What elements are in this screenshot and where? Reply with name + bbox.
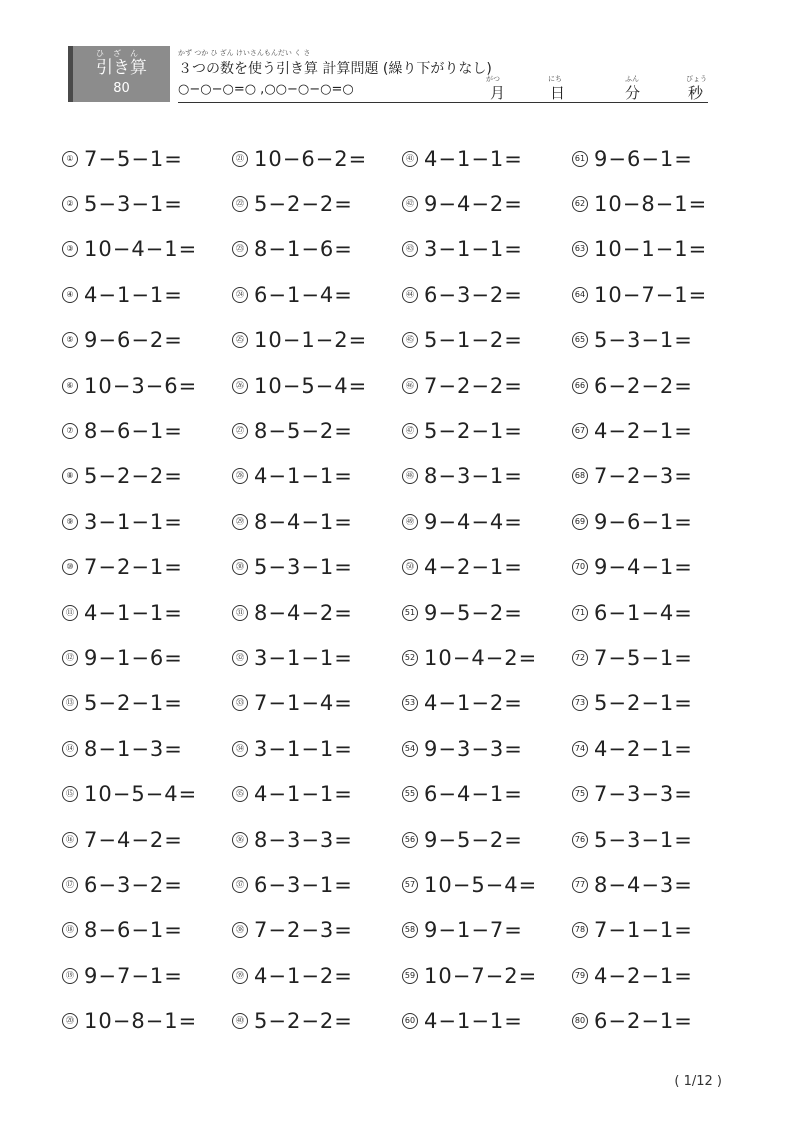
problem-expression: 3−1−1= [254,645,353,670]
worksheet-title: ３つの数を使う引き算 計算問題 (繰り下がりなし) [178,61,492,77]
problem-expression: 6−3−2= [424,282,523,307]
problem-expression: 10−1−2= [254,328,368,353]
problem-expression: 8−3−1= [424,464,523,489]
problem-number: 78 [572,922,588,938]
problem-number: 74 [572,741,588,757]
problem-expression: 5−2−2= [254,1009,353,1034]
problem-number: ㉝ [232,695,248,711]
problem-expression: 8−1−3= [84,736,183,761]
problem-number: 51 [402,605,418,621]
problem-item [62,454,232,499]
problem-number: ㊸ [402,241,418,257]
problem-number: ㊹ [402,287,418,303]
problem-number: ㉔ [232,287,248,303]
problem-number: ⑭ [62,741,78,757]
problem-number: ㊺ [402,332,418,348]
problem-item [232,318,402,363]
problem-number: ⑩ [62,559,78,575]
problem-item [232,545,402,590]
problem-number: ㉒ [232,196,248,212]
problem-number: ⑬ [62,695,78,711]
problem-item [232,227,402,272]
problem-item [62,408,232,453]
problem-number: 52 [402,650,418,666]
problem-number: ㉕ [232,332,248,348]
problem-number: 59 [402,968,418,984]
problem-expression: 6−3−1= [254,872,353,897]
problem-number: ㊼ [402,423,418,439]
problem-expression: 8−4−1= [254,509,353,534]
problem-item [62,363,232,408]
problem-expression: 8−6−1= [84,918,183,943]
header-info [178,46,708,103]
problem-expression: 5−1−2= [424,328,523,353]
problem-expression: 5−2−1= [84,691,183,716]
problem-item [402,590,572,635]
problem-item [402,681,572,726]
problem-expression: 10−3−6= [84,373,198,398]
problem-item [232,771,402,816]
second-ruby: びょう [686,75,707,83]
problem-item [62,318,232,363]
problem-number: ⑱ [62,922,78,938]
problem-expression: 9−3−3= [424,736,523,761]
problem-number: ㊷ [402,196,418,212]
problem-expression: 3−1−1= [424,237,523,262]
problem-expression: 6−1−4= [594,600,693,625]
problem-expression: 7−5−1= [84,146,183,171]
problem-number: 75 [572,786,588,802]
problem-expression: 10−5−4= [84,782,198,807]
problem-item [572,408,742,453]
second-label: 秒 [688,84,704,102]
problem-number: 71 [572,605,588,621]
problem-expression: 10−6−2= [254,146,368,171]
problem-item [62,726,232,771]
problem-number: 68 [572,468,588,484]
problem-number: ㉖ [232,378,248,394]
problem-expression: 8−4−2= [254,600,353,625]
problem-expression: 7−2−3= [254,918,353,943]
problem-item [572,998,742,1043]
problem-number: 53 [402,695,418,711]
problem-item [62,635,232,680]
problem-expression: 10−1−1= [594,237,708,262]
problem-number: 64 [572,287,588,303]
problem-expression: 4−2−1= [594,963,693,988]
problem-expression: 6−3−2= [84,872,183,897]
problem-item [62,590,232,635]
problem-item [232,408,402,453]
problem-item [232,908,402,953]
problem-number: ㊿ [402,559,418,575]
problem-item [572,635,742,680]
day-label: 日 [550,84,566,102]
problem-number: ⑳ [62,1013,78,1029]
problem-expression: 7−3−3= [594,782,693,807]
problem-item [232,817,402,862]
problem-expression: 7−5−1= [594,645,693,670]
worksheet-header [68,46,708,102]
problem-expression: 7−1−1= [594,918,693,943]
problem-number: ㉜ [232,650,248,666]
problem-item [402,181,572,226]
problem-grid [62,136,742,1044]
problem-number: 56 [402,832,418,848]
problem-item [402,272,572,317]
problem-expression: 6−2−1= [594,1009,693,1034]
problem-expression: 10−4−1= [84,237,198,262]
problem-number: 80 [572,1013,588,1029]
problem-item [572,953,742,998]
problem-item [62,998,232,1043]
problem-number: ⑮ [62,786,78,802]
problem-expression: 5−2−2= [84,464,183,489]
problem-item [572,499,742,544]
problem-number: ㉗ [232,423,248,439]
problem-expression: 10−8−1= [594,192,708,217]
problem-number: ② [62,196,78,212]
problem-expression: 10−7−1= [594,282,708,307]
problem-item [572,363,742,408]
problem-expression: 9−1−7= [424,918,523,943]
problem-number: 79 [572,968,588,984]
problem-expression: 7−2−3= [594,464,693,489]
problem-expression: 9−6−1= [594,509,693,534]
problem-number: ㉑ [232,151,248,167]
problem-item [232,998,402,1043]
problem-item [62,499,232,544]
problem-item [232,499,402,544]
problem-expression: 7−4−2= [84,827,183,852]
problem-number: ⑯ [62,832,78,848]
problem-number: ㉛ [232,605,248,621]
problem-number: 67 [572,423,588,439]
problem-expression: 3−1−1= [254,736,353,761]
problem-number: 69 [572,514,588,530]
problem-expression: 9−4−1= [594,555,693,580]
problem-number: ㉞ [232,741,248,757]
minute-ruby: ふん [625,75,639,83]
problem-expression: 9−1−6= [84,645,183,670]
problem-number: ③ [62,241,78,257]
problem-item [232,590,402,635]
problem-item [402,136,572,181]
problem-expression: 5−3−1= [84,192,183,217]
problem-number: ⑧ [62,468,78,484]
problem-item [572,545,742,590]
worksheet-number: 80 [113,81,130,96]
problem-number: 65 [572,332,588,348]
section-badge [68,46,170,102]
problem-number: 76 [572,832,588,848]
problem-number: 62 [572,196,588,212]
problem-item [572,272,742,317]
month-label: 月 [490,84,506,102]
problem-number: ⑪ [62,605,78,621]
problem-number: ⑲ [62,968,78,984]
problem-number: ㊵ [232,1013,248,1029]
problem-item [232,862,402,907]
problem-item [402,771,572,816]
problem-item [62,227,232,272]
problem-expression: 5−2−2= [254,192,353,217]
problem-expression: 4−1−1= [254,782,353,807]
badge-ruby: ひざん [96,49,147,58]
problem-number: 54 [402,741,418,757]
problem-expression: 6−2−2= [594,373,693,398]
problem-expression: 4−2−1= [594,736,693,761]
problem-item [232,726,402,771]
problem-item [572,908,742,953]
problem-item [402,817,572,862]
problem-number: 58 [402,922,418,938]
problem-expression: 8−6−1= [84,419,183,444]
problem-item [62,181,232,226]
problem-item [572,590,742,635]
problem-expression: 6−1−4= [254,282,353,307]
problem-expression: 5−3−1= [594,827,693,852]
problem-expression: 7−2−2= [424,373,523,398]
problem-number: ㉘ [232,468,248,484]
problem-number: 66 [572,378,588,394]
problem-item [402,953,572,998]
problem-expression: 7−2−1= [84,555,183,580]
problem-item [572,136,742,181]
problem-expression: 4−1−1= [84,282,183,307]
problem-item [402,545,572,590]
problem-expression: 10−5−4= [424,872,538,897]
problem-expression: 4−1−1= [424,1009,523,1034]
problem-item [62,545,232,590]
problem-item [402,862,572,907]
problem-number: ⑥ [62,378,78,394]
problem-number: 63 [572,241,588,257]
problem-item [572,681,742,726]
problem-expression: 5−2−1= [424,419,523,444]
problem-expression: 5−2−1= [594,691,693,716]
problem-expression: 10−4−2= [424,645,538,670]
problem-number: ⑦ [62,423,78,439]
problem-item [62,908,232,953]
problem-number: 73 [572,695,588,711]
problem-number: ㊲ [232,877,248,893]
problem-pattern: ○−○−○=○ ,○○−○−○=○ [178,82,354,97]
problem-item [62,817,232,862]
problem-expression: 4−1−2= [424,691,523,716]
problem-expression: 5−3−1= [254,555,353,580]
problem-expression: 6−4−1= [424,782,523,807]
problem-number: ㊾ [402,514,418,530]
problem-item [572,227,742,272]
problem-number: ㊶ [402,151,418,167]
problem-number: 55 [402,786,418,802]
problem-expression: 3−1−1= [84,509,183,534]
problem-item [402,408,572,453]
problem-item [572,318,742,363]
problem-expression: 4−2−1= [594,419,693,444]
problem-item [402,227,572,272]
problem-item [232,635,402,680]
problem-item [572,454,742,499]
minute-label: 分 [625,84,641,102]
problem-item [402,454,572,499]
problem-number: 77 [572,877,588,893]
problem-expression: 9−6−2= [84,328,183,353]
problem-expression: 8−1−6= [254,237,353,262]
problem-number: ㊱ [232,832,248,848]
problem-expression: 4−1−1= [254,464,353,489]
problem-expression: 8−4−3= [594,872,693,897]
problem-item [402,908,572,953]
problem-number: ⑫ [62,650,78,666]
problem-expression: 7−1−4= [254,691,353,716]
problem-expression: 9−5−2= [424,827,523,852]
problem-item [62,953,232,998]
problem-expression: 9−4−2= [424,192,523,217]
problem-expression: 4−1−2= [254,963,353,988]
problem-item [572,726,742,771]
problem-item [402,318,572,363]
problem-expression: 10−5−4= [254,373,368,398]
problem-number: ㊴ [232,968,248,984]
problem-number: ⑨ [62,514,78,530]
problem-item [402,363,572,408]
problem-number: ⑤ [62,332,78,348]
page-indicator: ( 1/12 ) [674,1074,722,1089]
problem-item [232,953,402,998]
problem-item [232,181,402,226]
problem-item [62,272,232,317]
problem-item [232,681,402,726]
problem-number: ㉓ [232,241,248,257]
problem-number: 61 [572,151,588,167]
problem-item [232,272,402,317]
problem-item [62,136,232,181]
problem-item [572,181,742,226]
problem-number: ㉟ [232,786,248,802]
problem-item [402,499,572,544]
problem-item [62,681,232,726]
problem-number: ㊽ [402,468,418,484]
day-ruby: にち [548,75,562,83]
problem-expression: 5−3−1= [594,328,693,353]
problem-number: ㉙ [232,514,248,530]
problem-item [572,817,742,862]
title-ruby: かず つか ひ ざん けいさんもんだい く さ [178,49,311,57]
problem-item [572,771,742,816]
problem-number: ㊻ [402,378,418,394]
problem-item [232,454,402,499]
problem-number: ㉚ [232,559,248,575]
month-ruby: がつ [486,75,500,83]
problem-expression: 4−1−1= [84,600,183,625]
problem-number: 70 [572,559,588,575]
problem-expression: 9−4−4= [424,509,523,534]
badge-title: 引き算 [96,58,147,78]
problem-expression: 8−3−3= [254,827,353,852]
problem-item [232,136,402,181]
problem-number: 60 [402,1013,418,1029]
problem-item [232,363,402,408]
problem-expression: 9−7−1= [84,963,183,988]
problem-item [402,726,572,771]
problem-item [62,862,232,907]
problem-expression: 9−6−1= [594,146,693,171]
problem-number: 57 [402,877,418,893]
problem-number: ① [62,151,78,167]
problem-expression: 4−1−1= [424,146,523,171]
problem-expression: 9−5−2= [424,600,523,625]
problem-item [402,635,572,680]
problem-item [402,998,572,1043]
problem-number: ㊳ [232,922,248,938]
problem-expression: 8−5−2= [254,419,353,444]
problem-expression: 10−7−2= [424,963,538,988]
problem-item [62,771,232,816]
problem-number: ⑰ [62,877,78,893]
problem-expression: 10−8−1= [84,1009,198,1034]
problem-number: 72 [572,650,588,666]
problem-item [572,862,742,907]
problem-expression: 4−2−1= [424,555,523,580]
problem-number: ④ [62,287,78,303]
